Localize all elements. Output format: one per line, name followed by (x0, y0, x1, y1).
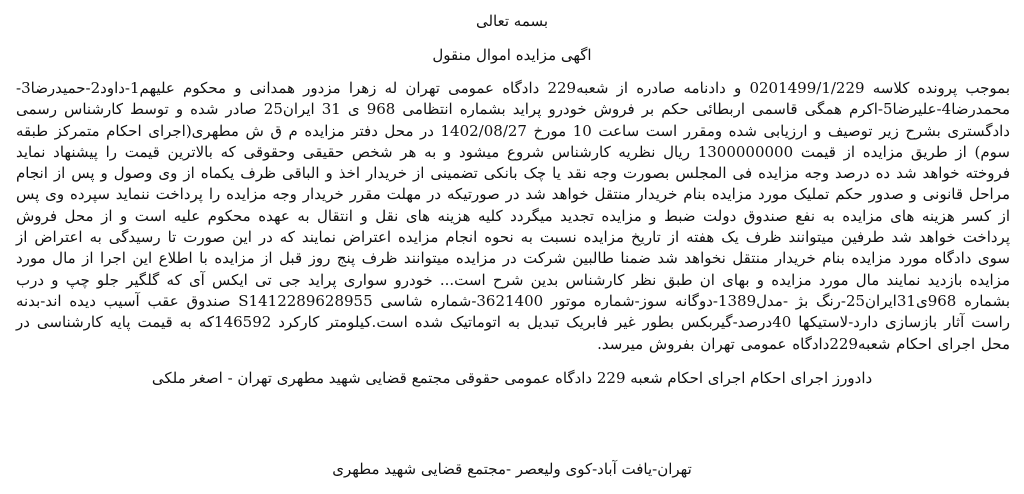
officer-signature-line: دادورز اجرای احکام اجرای احکام شعبه 229 دادگاه عمومی حقوقی مجتمع قضایی شهید مطهری تهران - اصغر ملکی (151, 368, 873, 387)
court-address: تهران-یافت آباد-کوی ولیعصر -مجتمع قضایی شهید مطهری (332, 460, 692, 478)
notice-body-paragraph: بموجب پرونده کلاسه 0201499/1/229 و دادنامه صادره از شعبه229 دادگاه عمومی تهران له زهرا مزدور همدانی و محکوم علیهم1-داود2-حمیدرضا3-محمدرضا4-علیرضا5-اکرم همگی قاسمی اربطائی حکم بر فروش خودرو پراید بشماره انتظامی 968 ی 31 ایران25 صادر شده و توسط کارشناس رسمی دادگستری بشرح زیر توصیف و ارزیابی شده ومقرر است ساعت 10 مورخ 1402/08/27 در محل دفتر مزایده م ق ش مطهری(اجرای احکام متمرکز طبقه سوم) از طریق مزایده از قیمت 1300000000 ریال نظریه کارشناس شروع میشود و به هر شخص حقیقی وحقوقی که بالاترین قیمت را پیشنهاد نماید فروخته خواهد شد ده درصد وجه مزایده فی المجلس بصورت وجه نقد یا چک بانکی تضمینی از خریدار اخذ و الباقی ظرف یکماه از وی وصول و پس از انجام مراحل قانونی و صدور حکم تملیک مورد مزایده بنام خریدار منتقل خواهد شد در صورتیکه در مهلت مقرر خریدار وجه مزایده را پرداخت ننماید سپرده وی پس از کسر هزینه های مزایده به نفع صندوق دولت ضبط و مزایده تجدید میگردد کلیه هزینه های نقل و انتقال به عهده محکوم علیه است و از محل فروش پرداخت خواهد شد طرفین میتوانند ظرف یک هفته از تاریخ مزایده نسبت به نحوه انجام مزایده اعتراض نمایند که در این صورت تا رسیدگی به اعتراض از سوی دادگاه مورد مزایده بنام خریدار منتقل نخواهد شد ضمنا طالبین شرکت در مزایده میتوانند ظرف پنج روز قبل از مزایده با اطلاع این اجرا از مال مورد مزایده بازدید نمایند مال مورد مزایده و بهای ان طبق نظر کارشناس بدین شرح است... خودرو سواری پراید جی تی ایکس آی که گلگیر جلو چپ و درب بشماره 968ی31ایران25-رنگ بژ -مدل1389-دوگانه سوز-شماره موتور 3621400-شماره شاسی S1412289628955 صندوق عقب آسیب دیده اند-بدنه راست آثار بازسازی دارد-لاستیکها 40درصد-گیربکس بطور غیر فابریک تبدیل به اتوماتیک شده است.کیلومتر کارکرد 146592که به قیمت پایه کارشناسی در محل اجرای احکام شعبه229دادگاه عمومی تهران بفروش میرسد. (16, 79, 1011, 353)
bismillah-heading: بسمه تعالی (475, 12, 549, 30)
notice-title: اگهی مزایده اموال منقول (432, 46, 592, 64)
